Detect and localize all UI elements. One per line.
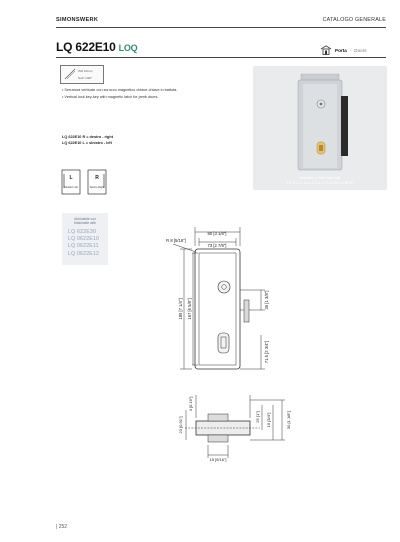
variant-left: LQ 622E10 L = sinistro - left	[62, 141, 112, 145]
dim-bottom: 15 [9/16"]	[209, 457, 227, 462]
compatible-heading-en: Matchable with	[74, 221, 96, 226]
glass-icon	[64, 68, 76, 80]
feature-it: • Serratura verticale con scrocco magnetico chiave-chiave in battuta.	[62, 88, 178, 92]
variant-codes	[62, 134, 113, 146]
product-photo	[253, 66, 387, 190]
dim-side-4: 30 [1 1/8"]	[286, 410, 291, 430]
header-divider	[56, 27, 386, 28]
compatible-products-box	[62, 213, 108, 265]
dim-height-inner: 167 [6 5/8"]	[187, 298, 192, 320]
dim-width-overall: 80 [3 1/8"]	[207, 231, 227, 236]
hand-left-letter: L	[69, 175, 73, 181]
photo-caption	[253, 176, 387, 185]
brand-name: SIMONSWERK	[56, 17, 99, 23]
hand-right-diagram	[88, 170, 106, 194]
feature-en: • Vertical lock key-key with magnetic latch for jamb doors.	[62, 95, 159, 99]
compatible-item[interactable]: LQ 622E30	[68, 229, 97, 235]
category-label: Porta - Doors	[320, 45, 367, 55]
dim-height-overall: 185 [7 1/4"]	[178, 298, 183, 320]
dim-side-2: 25 [1"]	[255, 411, 260, 423]
hand-left-caption: Sinistro Left	[64, 186, 78, 189]
door-icon	[320, 45, 332, 55]
page-number: | 252	[56, 524, 68, 530]
compatible-item[interactable]: LQ 0622E12	[68, 250, 100, 257]
compatible-list	[68, 229, 99, 258]
spec-line-2: Golf. 1/20"	[78, 76, 93, 80]
title-divider	[56, 57, 386, 58]
compatible-heading-it: Abbinabile con	[74, 217, 96, 221]
product-code: LQ 622E10	[56, 40, 116, 54]
compatible-heading	[62, 217, 108, 226]
category-sub: Doors	[354, 47, 367, 53]
dim-cylinder-height: 71.5 [2 3/4"]	[264, 340, 269, 364]
compatible-item[interactable]: LQ 0622E10	[68, 236, 100, 243]
glass-spec-box	[60, 65, 104, 84]
product-series: LOQ	[118, 43, 138, 53]
hand-right-letter: R	[95, 175, 99, 181]
front-technical-drawing	[150, 225, 290, 385]
category-name: Porta	[335, 47, 347, 53]
hand-right-caption: Destro Right	[89, 186, 105, 189]
door-hand-diagrams	[60, 168, 110, 198]
compatible-item[interactable]: LQ 0622E11	[68, 243, 99, 250]
lock-render	[253, 66, 387, 190]
catalog-title: CATALOGO GENERALE	[322, 17, 386, 23]
hand-left-diagram	[62, 170, 80, 194]
section-technical-drawing	[170, 390, 305, 465]
page-number-value: 252	[58, 524, 68, 530]
knob-cylinder	[218, 281, 249, 322]
product-title	[56, 40, 137, 54]
dim-side-1: 4 [0.16"]	[188, 396, 193, 412]
dim-knob-height: 35 [1 3/8"]	[264, 290, 269, 310]
dim-radius: R 8 [5/16"]	[166, 238, 186, 243]
dim-side-5: 23 [0.91"]	[178, 416, 183, 434]
variant-right: LQ 622E10 R = destro - right	[62, 135, 113, 139]
spec-line-1: ISO 10mm	[78, 69, 93, 73]
dim-side-3: 19 [3/4"]	[266, 412, 271, 428]
dim-width-inner: 73 [2 7/8"]	[207, 243, 227, 248]
feature-list	[62, 87, 177, 101]
key-cylinder	[218, 333, 229, 353]
photo-caption-line-1: Abbinabile a / Matchable with:	[298, 176, 342, 180]
photo-caption-line-2: LQ 101-LQ 101-LQ 101-LQ 101-800-LQ 88-90	[287, 180, 353, 185]
